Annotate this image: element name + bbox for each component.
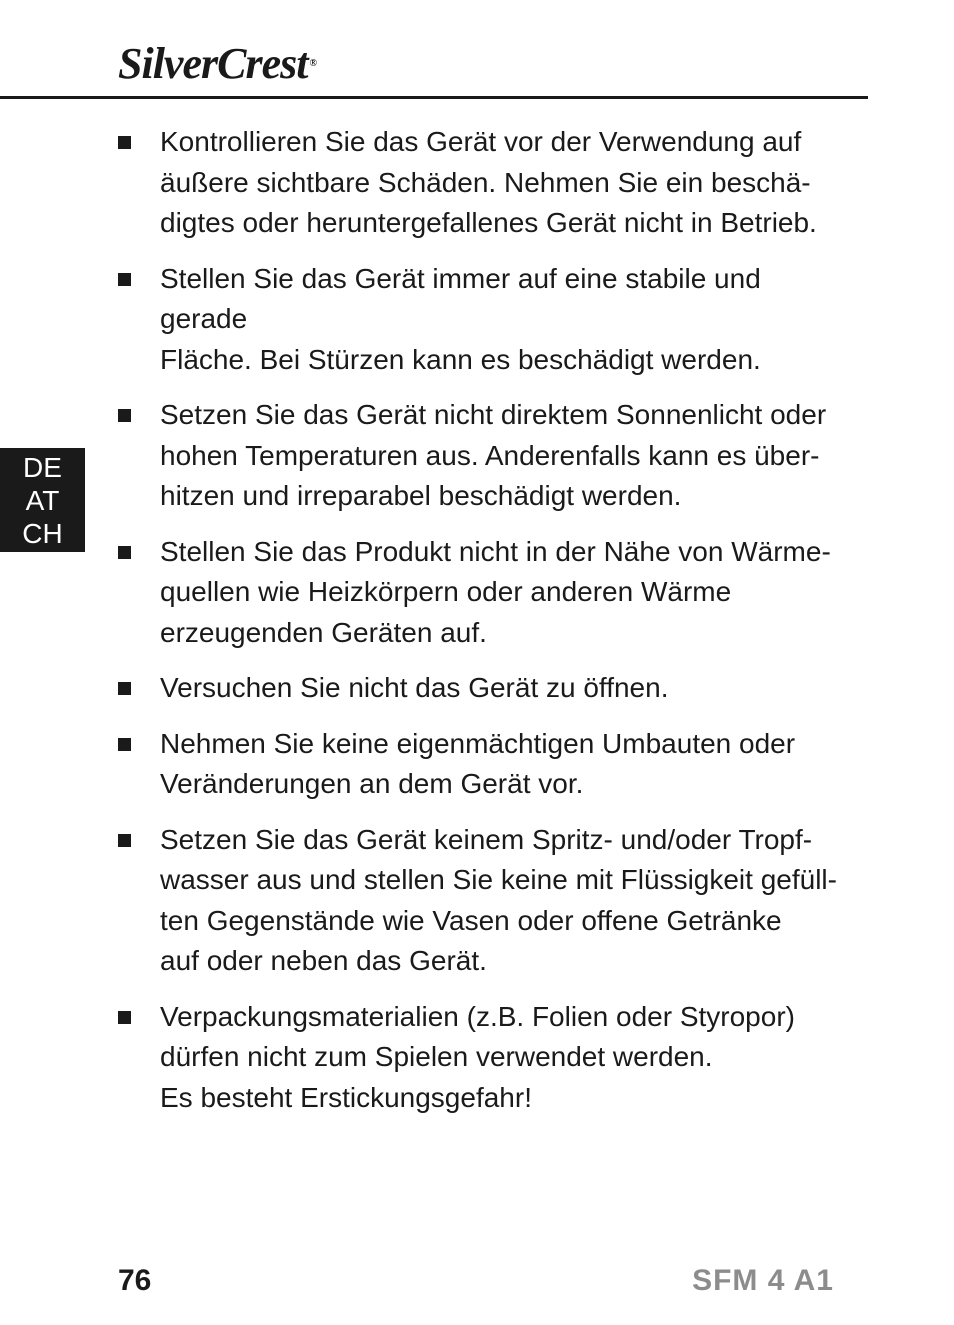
square-bullet-icon bbox=[118, 136, 131, 149]
language-code-de: DE bbox=[23, 451, 62, 483]
language-code-ch: CH bbox=[22, 517, 63, 549]
square-bullet-icon bbox=[118, 1011, 131, 1024]
list-item-text: Kontrollieren Sie das Gerät vor der Verwendung auf äußere sichtbare Schäden. Nehmen Sie ein beschä- digtes oder heruntergefallenes Gerät nicht in Betrieb. bbox=[160, 126, 817, 238]
safety-instructions-list bbox=[118, 122, 848, 1133]
list-item-text: Stellen Sie das Produkt nicht in der Nähe von Wärme- quellen wie Heizkörpern oder anderen Wärme erzeugenden Geräten auf. bbox=[160, 535, 831, 648]
registered-mark: ® bbox=[309, 58, 316, 69]
square-bullet-icon bbox=[118, 834, 131, 847]
list-item bbox=[118, 668, 848, 709]
list-item-text: Versuchen Sie nicht das Gerät zu öffnen. bbox=[160, 672, 669, 703]
language-code-at: AT bbox=[25, 484, 60, 516]
list-item bbox=[118, 395, 848, 517]
header-divider bbox=[0, 96, 868, 99]
list-item bbox=[118, 820, 848, 982]
square-bullet-icon bbox=[118, 409, 131, 422]
list-item bbox=[118, 122, 848, 244]
list-item bbox=[118, 259, 848, 381]
square-bullet-icon bbox=[118, 546, 131, 559]
square-bullet-icon bbox=[118, 682, 131, 695]
list-item-text: Setzen Sie das Gerät keinem Spritz- und/oder Tropf- wasser aus und stellen Sie keine mit Flüssigkeit gefüll- ten Gegenstände wie Vasen oder offene Getränke auf oder neben das Gerät. bbox=[160, 823, 837, 976]
list-item bbox=[118, 724, 848, 805]
brand-logo bbox=[118, 40, 316, 88]
list-item-text: Setzen Sie das Gerät nicht direktem Sonnenlicht oder hohen Temperaturen aus. Anderenfalls kann es über- hitzen und irreparabel beschädigt werden. bbox=[160, 399, 827, 511]
list-item-text: Verpackungsmaterialien (z.B. Folien oder Styropor) dürfen nicht zum Spielen verwendet werden. Es besteht Erstickungsgefahr! bbox=[160, 1000, 795, 1113]
list-item-text: Nehmen Sie keine eigenmächtigen Umbauten oder Veränderungen an dem Gerät vor. bbox=[160, 727, 796, 799]
brand-name: SilverCrest bbox=[118, 39, 308, 88]
list-item-text: Stellen Sie das Gerät immer auf eine stabile und gerade Fläche. Bei Stürzen kann es beschädigt werden. bbox=[160, 262, 761, 375]
list-item bbox=[118, 532, 848, 654]
language-tab bbox=[0, 448, 85, 552]
list-item bbox=[118, 997, 848, 1119]
model-number: SFM 4 A1 bbox=[692, 1264, 834, 1297]
square-bullet-icon bbox=[118, 273, 131, 286]
page-number: 76 bbox=[118, 1264, 152, 1297]
square-bullet-icon bbox=[118, 738, 131, 751]
